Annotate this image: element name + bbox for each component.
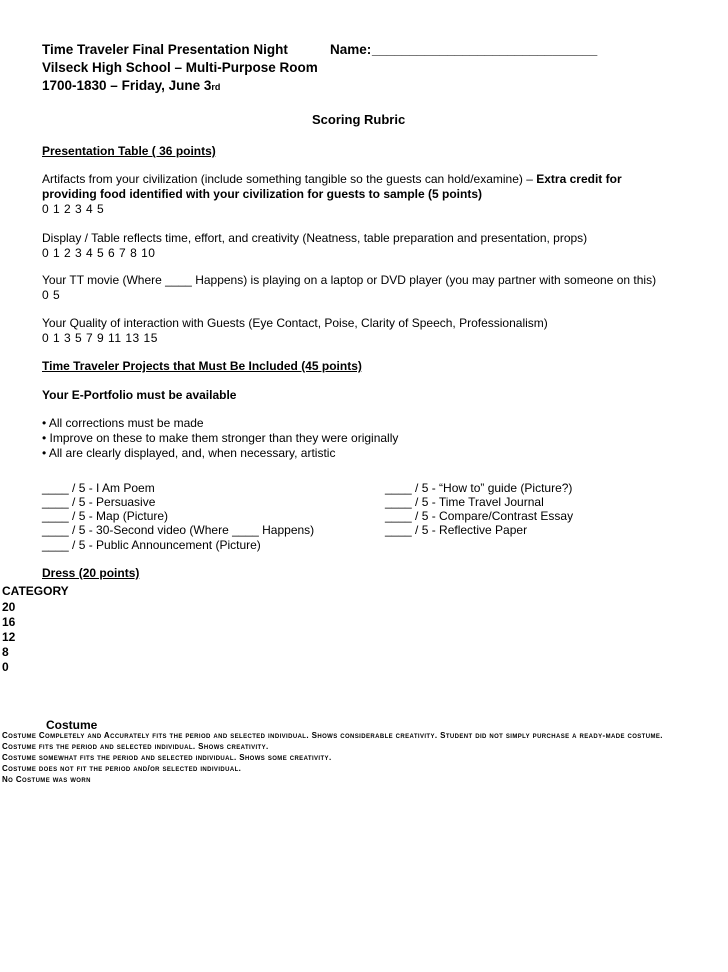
extra-credit-text: Extra credit for <box>536 172 622 186</box>
project-item-persuasive: ____ / 5 - Persuasive <box>42 495 156 509</box>
costume-desc-0: No Costume was worn <box>2 775 91 784</box>
event-time-main: 1700-1830 – Friday, June 3 <box>42 78 212 93</box>
score-value: 20 <box>2 600 16 614</box>
event-time-suffix: rd <box>211 82 221 92</box>
event-time <box>42 78 220 93</box>
name-label: Name: <box>330 42 372 57</box>
category-label: CATEGORY <box>2 584 69 598</box>
score-value: 16 <box>2 615 16 629</box>
project-item-essay: ____ / 5 - Compare/Contrast Essay <box>385 509 574 523</box>
costume-desc-16: Costume fits the period and selected individual. Shows creativity. <box>2 742 269 751</box>
artifacts-line2: providing food identified with your civilization for guests to sample (5 points) <box>42 187 483 201</box>
dress-heading: Dress (20 points) <box>42 566 140 580</box>
movie-line: Your TT movie (Where ____ Happens) is playing on a laptop or DVD player (you may partner with someone on this) <box>42 273 657 287</box>
eportfolio-note: Your E-Portfolio must be available <box>42 388 237 402</box>
project-item-map: ____ / 5 - Map (Picture) <box>42 509 169 523</box>
interaction-line: Your Quality of interaction with Guests (Eye Contact, Poise, Clarity of Speech, Professionalism) <box>42 316 548 330</box>
project-item-announcement: ____ / 5 - Public Announcement (Picture) <box>42 538 261 552</box>
rubric-title: Scoring Rubric <box>312 112 406 127</box>
projects-heading: Time Traveler Projects that Must Be Included (45 points) <box>42 359 362 373</box>
costume-desc-12: Costume somewhat fits the period and selected individual. Shows some creativity. <box>2 753 332 762</box>
bullet-item: • Improve on these to make them stronger than they were originally <box>42 431 399 445</box>
bullet-item: • All are clearly displayed, and, when necessary, artistic <box>42 446 336 460</box>
costume-desc-8: Costume does not fit the period and/or selected individual. <box>2 764 242 773</box>
event-title: Time Traveler Final Presentation Night <box>42 42 288 57</box>
movie-scale: 0 5 <box>42 288 61 302</box>
artifacts-line1 <box>42 172 622 186</box>
project-item-video: ____ / 5 - 30-Second video (Where ____ Happens) <box>42 523 315 537</box>
display-line: Display / Table reflects time, effort, and creativity (Neatness, table preparation and presentation, props) <box>42 231 588 245</box>
costume-desc-20: Costume Completely and Accurately fits the period and selected individual. Shows considerable creativity. Student did not simply purchase a ready-made costume. <box>2 731 663 740</box>
interaction-scale: 0 1 3 5 7 9 11 13 15 <box>42 331 158 345</box>
project-item-reflective: ____ / 5 - Reflective Paper <box>385 523 528 537</box>
school-location: Vilseck High School – Multi-Purpose Room <box>42 60 318 75</box>
artifacts-scale: 0 1 2 3 4 5 <box>42 202 105 216</box>
project-item-howto: ____ / 5 - “How to” guide (Picture?) <box>385 481 573 495</box>
project-item-poem: ____ / 5 - I Am Poem <box>42 481 155 495</box>
bullet-item: • All corrections must be made <box>42 416 204 430</box>
display-scale: 0 1 2 3 4 5 6 7 8 10 <box>42 246 156 260</box>
name-blank: ______________________________ <box>372 42 598 57</box>
score-value: 12 <box>2 630 16 644</box>
project-item-journal: ____ / 5 - Time Travel Journal <box>385 495 544 509</box>
score-value: 0 <box>2 660 9 674</box>
costume-label: Costume <box>46 718 98 732</box>
artifacts-text: Artifacts from your civilization (include something tangible so the guests can hold/examine) – <box>42 172 537 186</box>
score-value: 8 <box>2 645 9 659</box>
presentation-heading: Presentation Table ( 36 points) <box>42 144 216 158</box>
